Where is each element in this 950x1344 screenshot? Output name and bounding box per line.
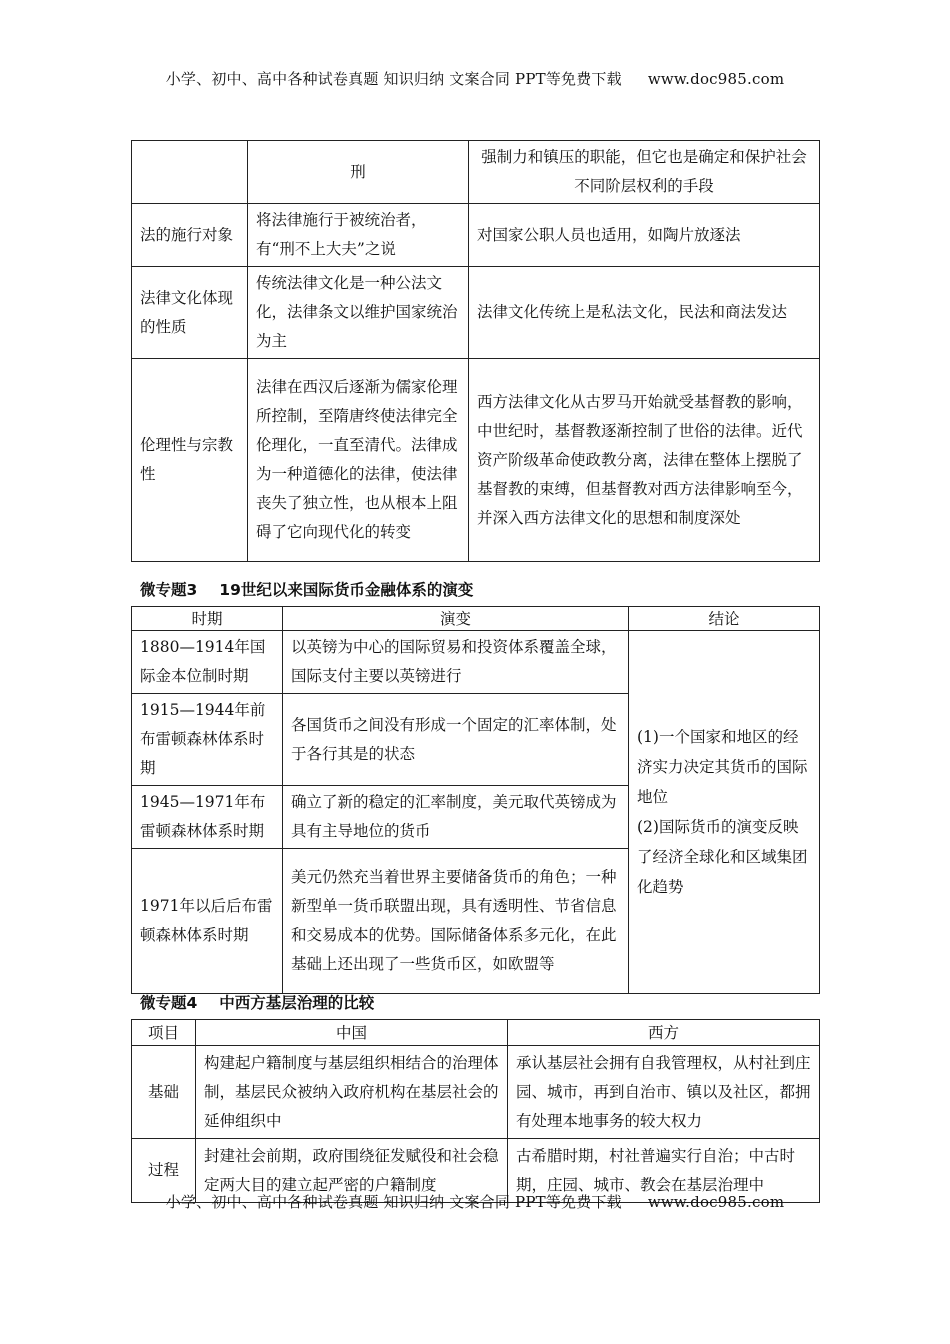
table-cell: 法的施行对象 [132,204,248,267]
conclusion-2: (2)国际货币的演变反映了经济全球化和区域集团化趋势 [637,818,808,896]
section-number: 微专题3 [140,581,198,599]
column-header: 中国 [196,1020,508,1046]
table-cell: 法律文化体现的性质 [132,267,248,359]
section-number: 微专题4 [140,994,198,1012]
table-cell: 强制力和镇压的职能，但它也是确定和保护社会不同阶层权利的手段 [469,141,820,204]
page-footer [0,1191,950,1212]
column-header: 西方 [508,1020,820,1046]
header-text: 小学、初中、高中各种试卷真题 知识归纳 文案合同 PPT等免费下载 [165,70,622,88]
table-cell: 古希腊时期，村社普遍实行自治；中古时期，庄园、城市、教会在基层治理中 [508,1139,820,1203]
table-cell: 西方法律文化从古罗马开始就受基督教的影响，中世纪时，基督教逐渐控制了世俗的法律。近代资产阶级革命使政教分离，法律在整体上摆脱了基督教的束缚，但基督教对西方法律影响至今，并深入西方法律文化的思想和制度深处 [469,359,820,562]
table-cell: 过程 [132,1139,196,1203]
table-cell: 1915—1944年前布雷顿森林体系时期 [132,694,283,786]
table-header-row [132,607,820,631]
table-cell: 传统法律文化是一种公法文化，法律条文以维护国家统治为主 [248,267,469,359]
table-row [132,267,820,359]
table-row [132,141,820,204]
table-row [132,359,820,562]
footer-url[interactable]: www.doc985.com [647,1193,785,1211]
column-header: 结论 [629,607,820,631]
section-title-text: 中西方基层治理的比较 [219,994,375,1012]
table-cell: 封建社会前期，政府围绕征发赋役和社会稳定两大目的建立起严密的户籍制度 [196,1139,508,1203]
table-header-row [132,1020,820,1046]
table-cell: 1880—1914年国际金本位制时期 [132,631,283,694]
table-cell: 法律在西汉后逐渐为儒家伦理所控制，至隋唐终使法律完全伦理化，一直至清代。法律成为一种道德化的法律，使法律丧失了独立性，也从根本上阻碍了它向现代化的转变 [248,359,469,562]
table-cell: 法律文化传统上是私法文化，民法和商法发达 [469,267,820,359]
table-cell: 1945—1971年布雷顿森林体系时期 [132,786,283,849]
column-header: 时期 [132,607,283,631]
page-header [0,68,950,89]
conclusion-cell [629,631,820,994]
footer-text: 小学、初中、高中各种试卷真题 知识归纳 文案合同 PPT等免费下载 [165,1193,622,1211]
section-title-3 [140,578,473,600]
table-cell: 承认基层社会拥有自我管理权，从村社到庄园、城市，再到自治市、镇以及社区，都拥有处理本地事务的较大权力 [508,1046,820,1139]
table-cell: 刑 [248,141,469,204]
table-cell: 基础 [132,1046,196,1139]
table-row [132,631,820,694]
table-cell: 对国家公职人员也适用，如陶片放逐法 [469,204,820,267]
table-cell: 1971年以后后布雷顿森林体系时期 [132,849,283,994]
table-cell: 确立了新的稳定的汇率制度，美元取代英镑成为具有主导地位的货币 [283,786,629,849]
law-comparison-table [131,140,820,562]
table-cell: 构建起户籍制度与基层组织相结合的治理体制，基层民众被纳入政府机构在基层社会的延伸组织中 [196,1046,508,1139]
table-cell: 以英镑为中心的国际贸易和投资体系覆盖全球，国际支付主要以英镑进行 [283,631,629,694]
table-cell [132,141,248,204]
section-title-text: 19世纪以来国际货币金融体系的演变 [219,581,474,599]
table-cell: 伦理性与宗教性 [132,359,248,562]
table-cell: 各国货币之间没有形成一个固定的汇率体制，处于各行其是的状态 [283,694,629,786]
governance-table [131,1019,820,1203]
table-cell: 将法律施行于被统治者，有“刑不上大夫”之说 [248,204,469,267]
table-row [132,204,820,267]
header-url[interactable]: www.doc985.com [647,70,785,88]
column-header: 项目 [132,1020,196,1046]
table-cell: 美元仍然充当着世界主要储备货币的角色；一种新型单一货币联盟出现，具有透明性、节省信息和交易成本的优势。国际储备体系多元化，在此基础上还出现了一些货币区，如欧盟等 [283,849,629,994]
currency-system-table [131,606,820,994]
conclusion-1: (1)一个国家和地区的经济实力决定其货币的国际地位 [637,728,808,806]
section-title-4 [140,991,374,1013]
table-row [132,1046,820,1139]
column-header: 演变 [283,607,629,631]
